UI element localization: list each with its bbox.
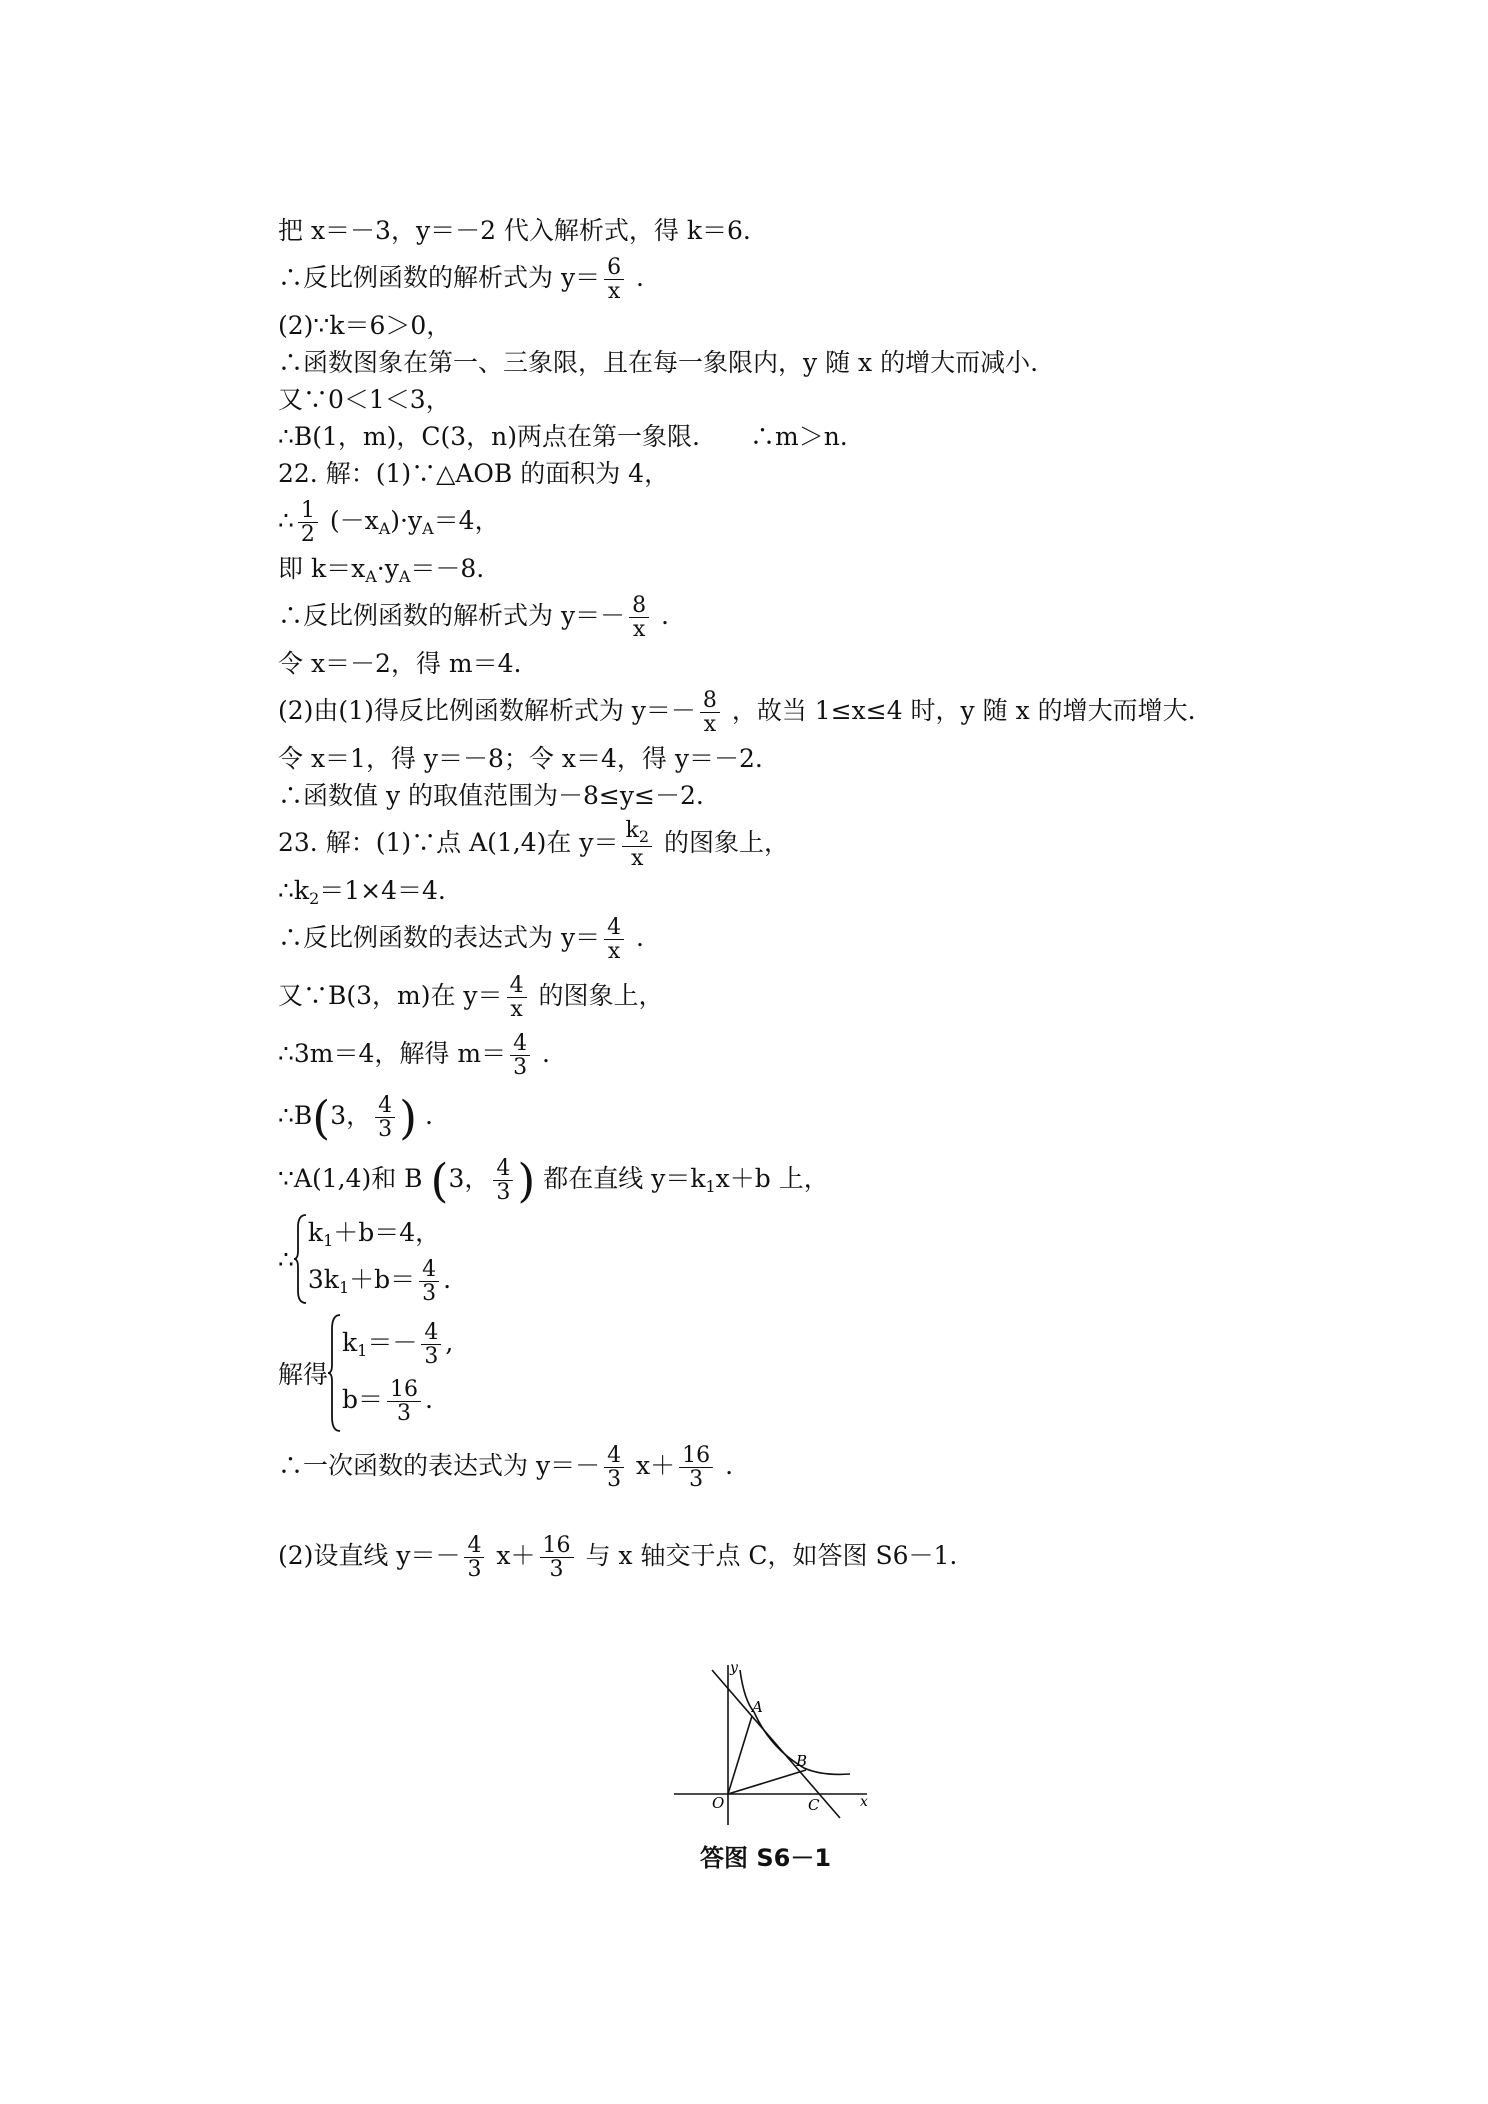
line-16: $\therefore k_2=1\times 4=4$. bbox=[278, 876, 446, 908]
fraction: $\frac{8}{x}$ bbox=[629, 594, 649, 641]
line-5: 又∵0＜1＜3， bbox=[278, 385, 451, 414]
line-12: (2)由(1)得反比例函数解析式为 y＝－ $\frac{8}{x}$ ，故当 1≤x≤4 时，y 随 x 的增大而增大. bbox=[278, 687, 1196, 737]
line-14: ∴函数值 y 的取值范围为－8≤y≤－2. bbox=[278, 781, 704, 810]
left-paren: ( bbox=[312, 1090, 331, 1145]
label-y: y bbox=[730, 1660, 738, 1676]
line-10: ∴反比例函数的解析式为 y＝－ $\frac{8}{x}$ . bbox=[278, 592, 669, 642]
solution-text bbox=[278, 212, 1278, 1585]
line-19: ∴3m＝4，解得 m＝ $\frac{4}{3}$ . bbox=[278, 1030, 550, 1080]
fraction: $\frac{4}{x}$ bbox=[507, 974, 527, 1021]
fraction: $\frac{1}{2}$ bbox=[298, 499, 318, 546]
fraction: $\frac{4}{3}$ bbox=[464, 1534, 484, 1581]
solution-k1: $k_1=-$ $\frac{4}{3}$ , bbox=[342, 1319, 454, 1369]
line-4: ∴函数图象在第一、三象限，且在每一象限内，y 随 x 的增大而减小. bbox=[278, 348, 1039, 377]
line-24: ∴一次函数的表达式为 y＝－ $\frac{4}{3}$ x＋ $\frac{16}{3}$ . bbox=[278, 1442, 734, 1492]
line-22-system: ∴ $k_1+b=4$， $3k_1+b=$ $\frac{4}{3}$ . bbox=[278, 1209, 1278, 1309]
line-11: 令 x＝－2，得 m＝4. bbox=[278, 649, 522, 678]
fraction: $\frac{k_2}{x}$ bbox=[622, 819, 652, 870]
line-23-system: 解得 $k_1=-$ $\frac{4}{3}$ , b＝ $\frac{16}{3}$ . bbox=[278, 1309, 1278, 1437]
line-17: ∴反比例函数的表达式为 y＝ $\frac{4}{x}$ . bbox=[278, 914, 644, 964]
equation-1: $k_1+b=4$， bbox=[307, 1217, 441, 1250]
fraction: $\frac{16}{3}$ bbox=[540, 1534, 574, 1581]
figure-caption: 答图 S6－1 bbox=[700, 1844, 832, 1872]
solution-b: b＝ $\frac{16}{3}$ . bbox=[342, 1377, 433, 1427]
left-brace bbox=[294, 1213, 308, 1305]
fraction: $\frac{4}{3}$ bbox=[375, 1094, 395, 1141]
line-21: ∵A(1,4)和 B (3， $\frac{4}{3}$ ) 都在直线 $y=k_1x+b$ 上， bbox=[278, 1153, 829, 1208]
line-ab bbox=[712, 1670, 840, 1818]
fraction: $\frac{16}{3}$ bbox=[387, 1378, 421, 1425]
line-18: 又∵B(3，m)在 y＝ $\frac{4}{x}$ 的图象上， bbox=[278, 972, 664, 1022]
line-25: (2)设直线 y＝－ $\frac{4}{3}$ x＋ $\frac{16}{3}$ 与 x 轴交于点 C，如答图 S6－1. bbox=[278, 1532, 958, 1582]
line-20: ∴B(3， $\frac{4}{3}$ ) . bbox=[278, 1090, 433, 1145]
line-6: ∴B(1，m)，C(3，n)两点在第一象限. ∴m＞n. bbox=[278, 422, 848, 451]
line-7: 22. 解：(1)∵△AOB 的面积为 4， bbox=[278, 459, 670, 488]
right-paren: ) bbox=[517, 1153, 536, 1208]
line-3: (2)∵k＝6＞0， bbox=[278, 311, 452, 340]
fraction: $\frac{16}{3}$ bbox=[679, 1444, 713, 1491]
line-2: ∴反比例函数的解析式为 y＝ $\frac{6}{x}$ . bbox=[278, 254, 644, 304]
figure-s6-1 bbox=[672, 1660, 872, 1830]
line-13: 令 x＝1，得 y＝－8；令 x＝4，得 y＝－2. bbox=[278, 744, 763, 773]
fraction: $\frac{4}{3}$ bbox=[510, 1032, 530, 1079]
fraction: $\frac{4}{x}$ bbox=[604, 916, 624, 963]
fraction: $\frac{8}{x}$ bbox=[700, 689, 720, 736]
left-brace bbox=[328, 1313, 342, 1433]
label-x: x bbox=[860, 1794, 868, 1810]
line-15: 23. 解：(1)∵点 A(1,4)在 y＝ $\frac{k_2}{x}$ 的图象上， bbox=[278, 818, 789, 871]
left-paren: ( bbox=[430, 1153, 449, 1208]
segment-oa bbox=[728, 1716, 752, 1794]
line-9: 即 $k=x_A\cdot y_A=-8$. bbox=[278, 554, 485, 586]
fraction: $\frac{4}{3}$ bbox=[419, 1258, 439, 1305]
fraction: $\frac{4}{3}$ bbox=[421, 1321, 441, 1368]
label-c: C bbox=[808, 1796, 820, 1814]
fraction: $\frac{4}{3}$ bbox=[493, 1157, 513, 1204]
right-paren: ) bbox=[399, 1090, 418, 1145]
line-8: ∴ $\frac{1}{2}$ $(-x_A)\cdot y_A=4$， bbox=[278, 497, 500, 547]
label-a: A bbox=[752, 1698, 763, 1716]
fraction: $\frac{6}{x}$ bbox=[604, 256, 624, 303]
label-o: O bbox=[712, 1794, 725, 1812]
label-b: B bbox=[796, 1752, 808, 1770]
equation-2: $3k_1+b=$ $\frac{4}{3}$ . bbox=[307, 1256, 452, 1306]
segment-ob bbox=[728, 1770, 806, 1794]
fraction: $\frac{4}{3}$ bbox=[604, 1444, 624, 1491]
line-1: 把 x＝－3，y＝－2 代入解析式，得 k＝6. bbox=[278, 216, 751, 245]
